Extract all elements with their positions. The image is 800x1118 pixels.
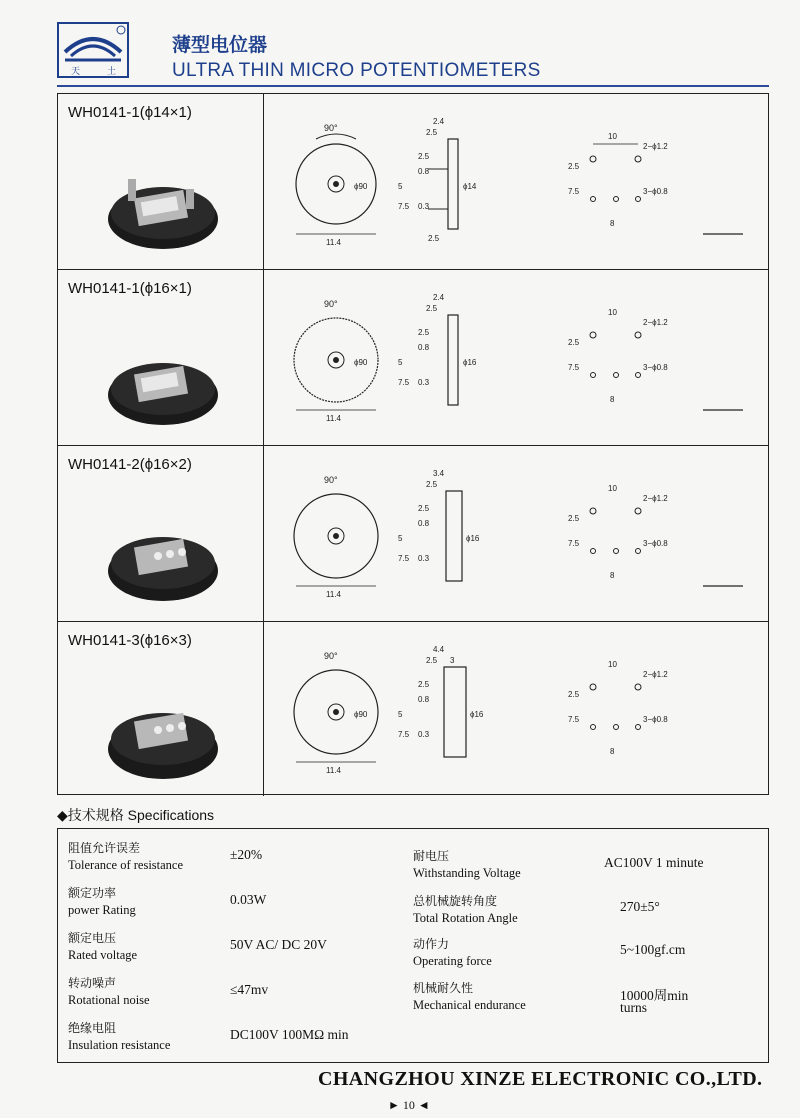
spec-tolerance-cn: 阻值允许误差	[68, 841, 141, 855]
pin-side-b: 7.5	[568, 539, 580, 548]
spec-tolerance-value: ±20%	[230, 847, 263, 862]
pin-hole: 2−ϕ1.2	[643, 670, 668, 679]
spec-endurance-en: Mechanical endurance	[413, 998, 526, 1012]
pin-pitch: 10	[608, 660, 617, 669]
specs-heading: ◆技术规格 Specifications	[57, 807, 215, 823]
spec-power	[68, 884, 136, 918]
pin-side-b: 7.5	[568, 715, 580, 724]
column-divider	[263, 94, 264, 269]
spec-endurance	[413, 979, 526, 1013]
dim-d3: 5	[398, 182, 403, 191]
specs-table	[57, 828, 769, 1063]
side-view-drawing	[388, 109, 498, 249]
spec-force-en: Operating force	[413, 954, 492, 968]
dim-top-a: 2.4	[433, 117, 445, 126]
pin-hole2: 3−ϕ0.8	[643, 187, 668, 196]
pin-side-b: 7.5	[568, 363, 580, 372]
width-label: 11.4	[326, 238, 341, 247]
spec-rotation	[413, 892, 518, 926]
spec-endurance-value: 10000周min	[620, 988, 689, 1003]
company-name: CHANGZHOU XINZE ELECTRONIC CO.,LTD.	[318, 1068, 763, 1090]
angle-label: 90°	[324, 651, 338, 661]
spec-noise	[68, 974, 150, 1008]
dim-d3: 5	[398, 358, 403, 367]
dim-top-b: 2.5	[426, 128, 438, 137]
pin-hole: 2−ϕ1.2	[643, 318, 668, 327]
dim-dia: ϕ16	[470, 710, 484, 719]
company-logo	[57, 22, 129, 78]
model-label: WH0141-1(ϕ14×1)	[68, 104, 192, 121]
dim-d5: 0.3	[418, 378, 430, 387]
dim-d5: 0.3	[418, 730, 430, 739]
spec-rotation-cn: 总机械旋转角度	[413, 894, 498, 908]
dim-top-a: 2.4	[433, 293, 445, 302]
side-view-drawing	[388, 637, 498, 777]
dim-top-a: 4.4	[433, 645, 445, 654]
spec-endurance-cn: 机械耐久性	[413, 981, 474, 995]
spec-power-cn: 额定功率	[68, 886, 117, 900]
dim-d1: 2.5	[418, 680, 430, 689]
page-number: ► 10 ◄	[388, 1098, 430, 1112]
product-photo	[98, 139, 248, 259]
pin-side-b: 7.5	[568, 187, 580, 196]
dim-top-b: 2.5	[426, 304, 438, 313]
pin-side-a: 2.5	[568, 338, 580, 347]
dim-d1: 2.5	[418, 152, 430, 161]
width-label: 11.4	[326, 590, 341, 599]
spec-voltage-en: Rated voltage	[68, 948, 138, 962]
dim-d1: 2.5	[418, 328, 430, 337]
dim-dia: ϕ16	[463, 358, 477, 367]
spec-force	[413, 935, 492, 969]
product-photo	[98, 315, 248, 435]
spec-power-en: power Rating	[68, 903, 136, 917]
angle-label: 90°	[324, 475, 338, 485]
spec-withstand-en: Withstanding Voltage	[413, 866, 521, 880]
page-title-cn: 薄型电位器	[172, 34, 268, 56]
dim-dia: ϕ14	[463, 182, 477, 191]
product-row	[58, 446, 768, 622]
shaft-label: ϕ90	[354, 358, 368, 367]
pin-hole2: 3−ϕ0.8	[643, 363, 668, 372]
product-row	[58, 270, 768, 446]
product-photo	[98, 491, 248, 611]
pin-hole: 2−ϕ1.2	[643, 494, 668, 503]
dim-d3: 5	[398, 534, 403, 543]
spec-force-value: 5~100gf.cm	[620, 942, 686, 957]
pin-bottom: 8	[610, 395, 615, 404]
product-row	[58, 94, 768, 270]
pin-bottom: 8	[610, 219, 615, 228]
spec-withstand-value: AC100V 1 minute	[604, 855, 704, 870]
pin-side-a: 2.5	[568, 162, 580, 171]
spec-voltage-cn: 额定电压	[68, 931, 117, 945]
width-label: 11.4	[326, 766, 341, 775]
dim-d2: 0.8	[418, 167, 430, 176]
pin-layout-drawing	[558, 300, 758, 430]
pin-hole2: 3−ϕ0.8	[643, 715, 668, 724]
model-label: WH0141-1(ϕ16×1)	[68, 280, 192, 297]
dim-d4: 7.5	[398, 730, 410, 739]
dim-d5: 0.3	[418, 202, 430, 211]
dim-d5: 0.3	[418, 554, 430, 563]
spec-endurance-value2: turns	[620, 1000, 647, 1015]
angle-label: 90°	[324, 299, 338, 309]
dim-bottom: 2.5	[428, 234, 440, 243]
spec-insulation-value: DC100V 100MΩ min	[230, 1027, 349, 1042]
spec-power-value: 0.03W	[230, 892, 267, 907]
dim-d4: 7.5	[398, 202, 410, 211]
logo-text-left: 天	[71, 67, 81, 77]
spec-rotation-en: Total Rotation Angle	[413, 911, 518, 925]
pin-bottom: 8	[610, 571, 615, 580]
dim-d1: 2.5	[418, 504, 430, 513]
pin-pitch: 10	[608, 308, 617, 317]
pin-pitch: 10	[608, 484, 617, 493]
side-view-drawing	[388, 285, 498, 425]
column-divider	[263, 270, 264, 445]
spec-rotation-value: 270±5°	[620, 899, 660, 914]
spec-withstand-cn: 耐电压	[413, 849, 450, 863]
spec-voltage	[68, 929, 137, 963]
spec-insulation-cn: 绝缘电阻	[68, 1021, 117, 1035]
angle-label: 90°	[324, 123, 338, 133]
shaft-label: ϕ90	[354, 710, 368, 719]
pin-layout-drawing	[558, 476, 758, 606]
spec-insulation	[68, 1019, 170, 1053]
column-divider	[263, 446, 264, 621]
spec-tolerance-en: Tolerance of resistance	[68, 858, 184, 872]
pin-side-a: 2.5	[568, 690, 580, 699]
pin-layout-drawing	[558, 124, 758, 254]
product-photo	[98, 667, 248, 787]
spec-insulation-en: Insulation resistance	[68, 1038, 171, 1052]
pin-hole2: 3−ϕ0.8	[643, 539, 668, 548]
spec-withstand	[413, 847, 521, 881]
product-table	[57, 93, 769, 795]
pin-pitch: 10	[608, 132, 617, 141]
spec-voltage-value: 50V AC/ DC 20V	[230, 937, 327, 952]
logo-text-right: 土	[107, 67, 117, 77]
spec-noise-en: Rotational noise	[68, 993, 150, 1007]
dim-d2: 0.8	[418, 343, 430, 352]
spec-noise-cn: 转动噪声	[68, 976, 117, 990]
pin-side-a: 2.5	[568, 514, 580, 523]
dim-d2: 0.8	[418, 519, 430, 528]
width-label: 11.4	[326, 414, 341, 423]
dim-d2: 0.8	[418, 695, 430, 704]
dim-d4: 7.5	[398, 554, 410, 563]
dim-top-b: 2.5	[426, 656, 438, 665]
pin-layout-drawing	[558, 652, 758, 782]
dim-d3: 5	[398, 710, 403, 719]
dim-top-b: 2.5	[426, 480, 438, 489]
product-row	[58, 622, 768, 796]
dim-top-a: 3.4	[433, 469, 445, 478]
pin-bottom: 8	[610, 747, 615, 756]
spec-noise-value: ≤47mv	[230, 982, 269, 997]
model-label: WH0141-3(ϕ16×3)	[68, 632, 192, 649]
column-divider	[263, 622, 264, 796]
spec-force-cn: 动作力	[413, 937, 450, 951]
shaft-label: ϕ90	[354, 182, 368, 191]
dim-d4: 7.5	[398, 378, 410, 387]
dim-dia: ϕ16	[466, 534, 480, 543]
pin-hole: 2−ϕ1.2	[643, 142, 668, 151]
page-title-en: ULTRA THIN MICRO POTENTIOMETERS	[172, 60, 541, 81]
model-label: WH0141-2(ϕ16×2)	[68, 456, 192, 473]
side-view-drawing	[388, 461, 498, 601]
dim-bottom: 3	[450, 656, 455, 665]
spec-tolerance	[68, 839, 183, 873]
header-rule	[57, 85, 769, 87]
